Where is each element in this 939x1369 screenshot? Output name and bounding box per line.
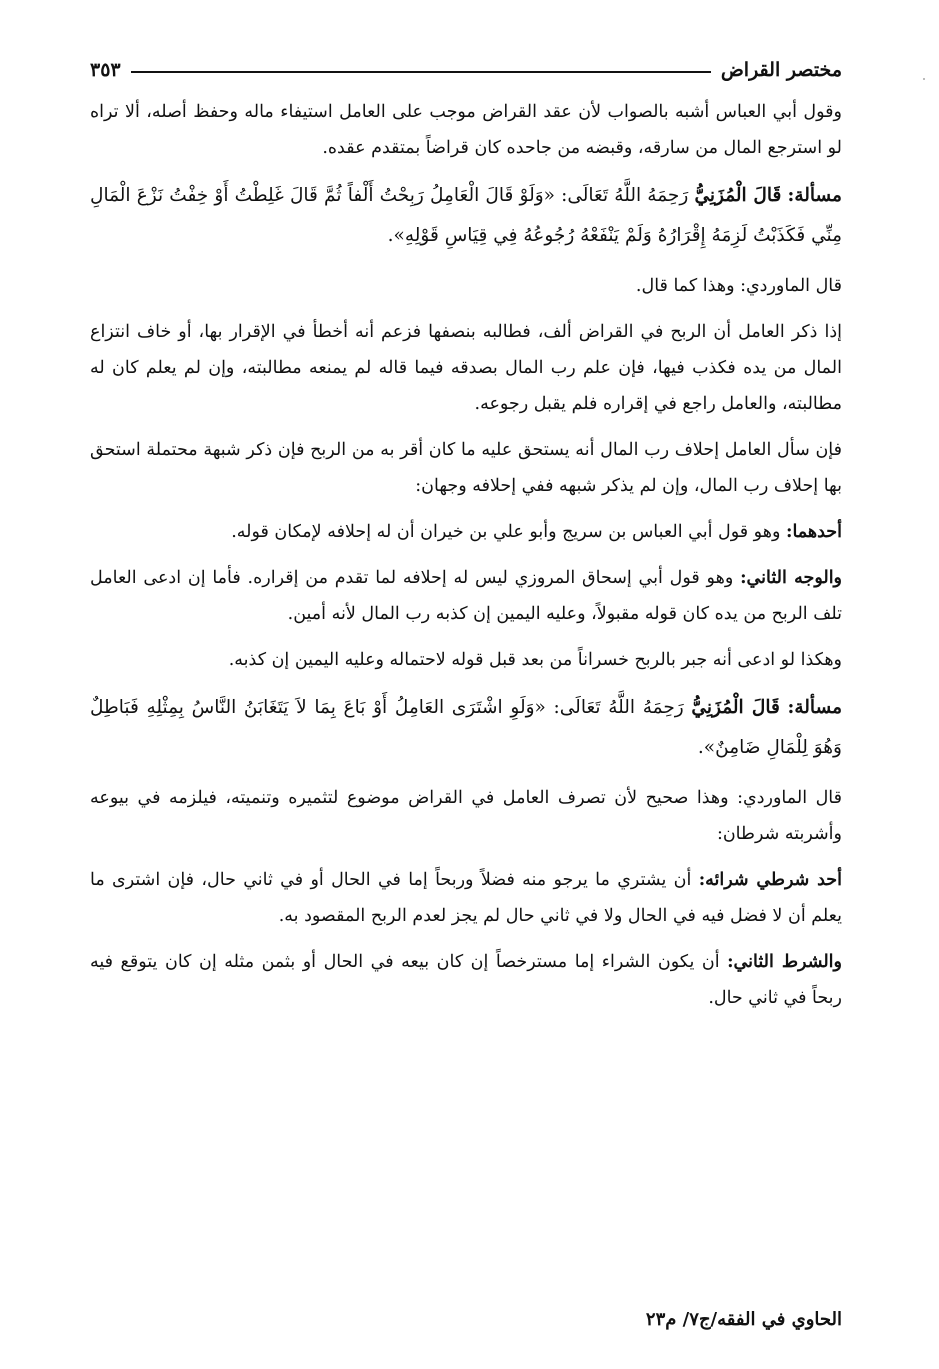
footer-signature: الحاوي في الفقه/ج٧/ م٢٣ xyxy=(645,1309,842,1330)
question-paragraph xyxy=(90,176,842,256)
body-paragraph xyxy=(90,862,842,934)
book-page xyxy=(90,50,842,1330)
speaker-name: قَالَ الْمُزَنِيُّ xyxy=(694,185,782,206)
body-paragraph xyxy=(90,268,842,304)
paragraph-text: أن يكون الشراء إما مسترخصاً إن كان بيعه في الحال أو بثمن مثله إن كان يتوقع فيه ربحاً في ثاني حال. xyxy=(90,952,842,1008)
speaker-name: قَالَ الْمُزَنِيُّ xyxy=(691,697,780,718)
paragraph-label: أحدهما: xyxy=(785,522,842,542)
running-header xyxy=(90,50,842,90)
body-paragraph xyxy=(90,642,842,678)
paragraph-text: قال الماوردي: وهذا صحيح لأن تصرف العامل في القراض موضوع لتثميره وتنميته، فيلزمه في بيوعه وأشربته شرطان: xyxy=(90,788,842,844)
body-paragraph xyxy=(90,944,842,1016)
body-paragraph xyxy=(90,560,842,632)
margin-speck xyxy=(923,78,925,80)
paragraph-text: أن يشتري ما يرجو منه فضلاً وربحاً إما في الحال أو في ثاني حال، فإن اشترى ما يعلم أن لا فضل فيه في الحال ولا في ثاني حال لم يجز لعدم الربح المقصود به. xyxy=(90,870,842,926)
paragraph-label: أحد شرطي شرائه: xyxy=(698,870,842,890)
paragraph-text: فإن سأل العامل إحلاف رب المال أنه يستحق عليه ما كان أقر به من الربح فإن ذكر شبهة محتملة استحق بها إحلاف رب المال، وإن لم يذكر شبهه ففي إحلافه وجهان: xyxy=(90,440,842,496)
paragraph-label: والشرط الثاني: xyxy=(727,952,842,972)
paragraph-text: وقول أبي العباس أشبه بالصواب لأن عقد القراض موجب على العامل استيفاء ماله وحفظ أصله، ألا تراه لو استرجع المال من سارقه، وقبضه من جاحده كان قراضاً بمتقدم عقده. xyxy=(90,102,842,158)
paragraph-text: وهو قول أبي إسحاق المروزي ليس له إحلافه لما تقدم من إقراره. فأما إن ادعى العامل تلف الربح من يده كان قوله مقبولاً، وعليه اليمين إن كذبه رب المال لأنه أمين. xyxy=(90,568,842,624)
body-paragraph xyxy=(90,432,842,504)
chapter-title: مختصر القراض xyxy=(720,59,842,81)
body-paragraph xyxy=(90,514,842,550)
paragraph-label: والوجه الثاني: xyxy=(740,568,843,588)
question-paragraph xyxy=(90,688,842,768)
header-rule xyxy=(131,71,711,73)
body-paragraph xyxy=(90,780,842,852)
page-number: ٣٥٣ xyxy=(90,59,121,81)
body-paragraph xyxy=(90,314,842,422)
paragraph-text: رَحِمَهُ اللَّهُ تَعَالَى: «وَلَوْ قَالَ الْعَامِلُ رَبِحْتُ أَلْفاً ثُمَّ قَالَ غَلِطْتُ أَوْ خِفْتُ نَزْعَ الْمَالِ مِنِّي فَكَذَبْتُ لَزِمَهُ إِقْرَارُهُ وَلَمْ يَنْفَعْهُ رُجُوعُهُ فِي قِيَاسِ قَوْلِهِ». xyxy=(90,185,842,246)
paragraph-label: مسألة: xyxy=(787,185,842,206)
paragraph-text: إذا ذكر العامل أن الربح في القراض ألف، فطالبه بنصفها فزعم أنه أخطأ في الإقرار بها، أو خاف انتزاع المال من يده فكذب فيها، فإن علم رب المال بصدقه فيما قاله لم يمنعه مطالبته، وإن لم يعلم كان له مطالبته، والعامل راجع في إقراره فلم يقبل رجوعه. xyxy=(90,322,842,414)
paragraph-text: رَحِمَهُ اللَّهُ تَعَالَى: «وَلَوِ اشْتَرَى العَامِلُ أَوْ بَاعَ بِمَا لاَ يَتَغَابَنُ النَّاسُ بِمِثْلِهِ فَبَاطِلٌ وَهُوَ لِلْمَالِ ضَامِنٌ». xyxy=(90,697,842,758)
paragraph-text: وهكذا لو ادعى أنه جبر بالربح خسراناً من بعد قبل قوله لاحتماله وعليه اليمين إن كذبه. xyxy=(228,650,842,670)
paragraph-text: قال الماوردي: وهذا كما قال. xyxy=(635,276,842,296)
paragraph-text: وهو قول أبي العباس بن سريج وأبو علي بن خيران أن له إحلافه لإمكان قوله. xyxy=(231,522,781,542)
body-paragraph xyxy=(90,94,842,166)
page-body xyxy=(90,94,842,1016)
paragraph-label: مسألة: xyxy=(787,697,842,718)
